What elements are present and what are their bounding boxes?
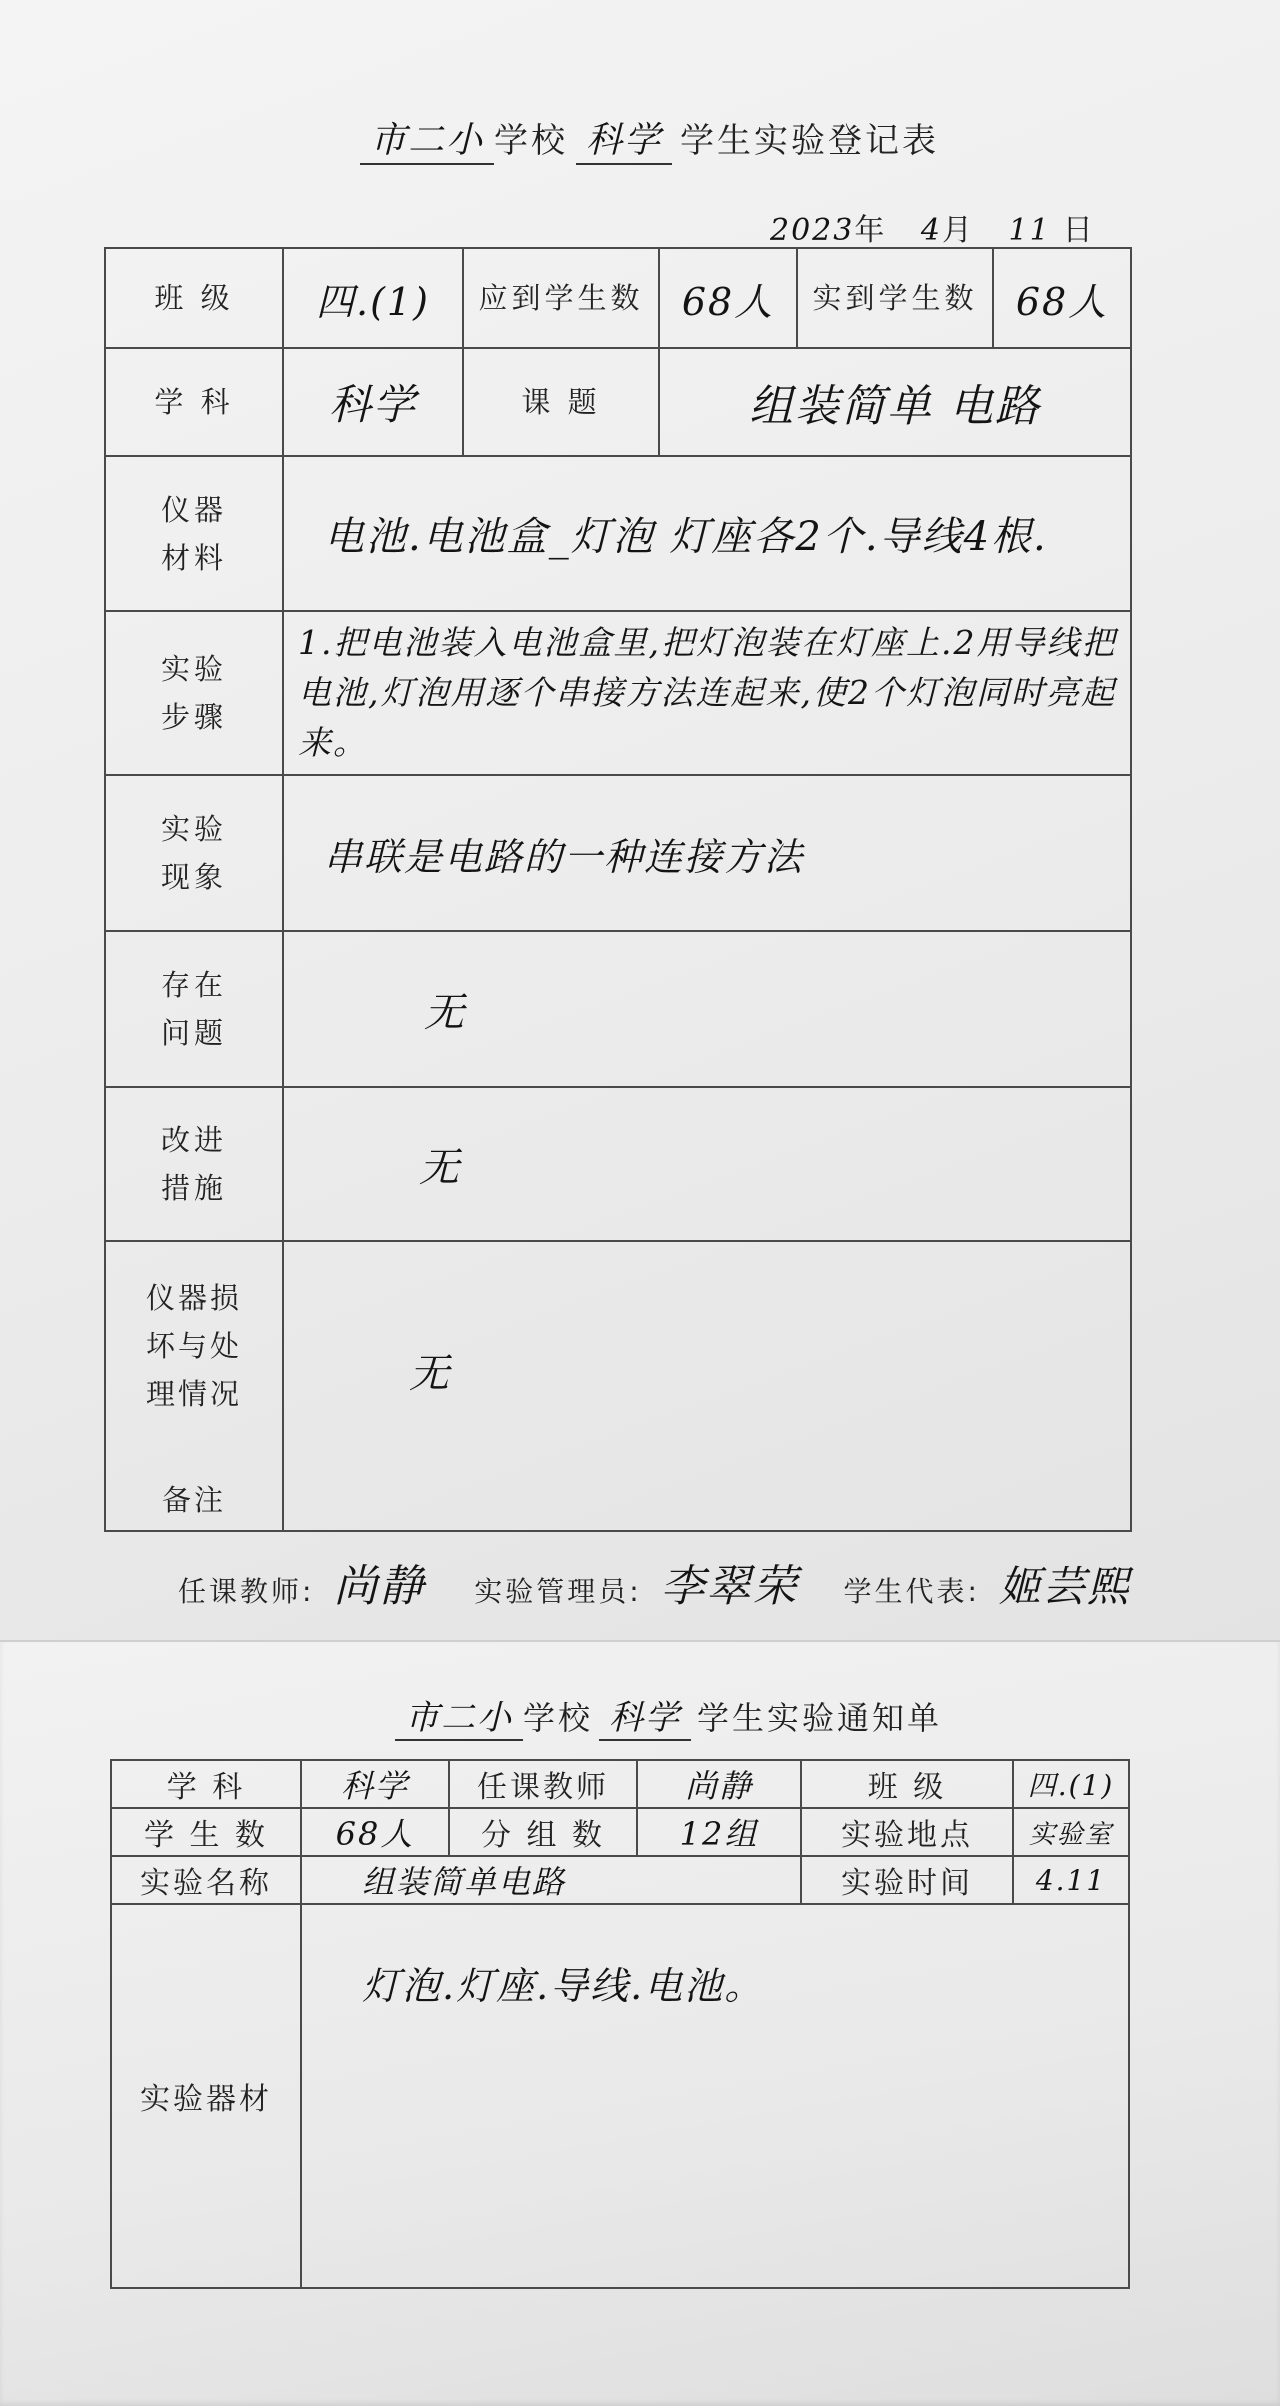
notice-subject-label: 学 科 — [111, 1760, 301, 1808]
notice-teacher-value: 尚静 — [637, 1760, 801, 1808]
log-date-day: 11 — [1008, 213, 1051, 248]
notice-table — [110, 1759, 1130, 2289]
experiment-notice-sheet — [0, 1640, 1280, 2406]
admin-signature-label: 实验管理员: — [474, 1575, 642, 1608]
notice-equipment-label: 实验器材 — [111, 1904, 301, 2288]
notice-name-label: 实验名称 — [111, 1856, 301, 1904]
notice-teacher-label: 任课教师 — [449, 1760, 637, 1808]
improvements-value: 无 — [283, 1087, 1131, 1241]
notice-title-suffix: 学生实验通知单 — [697, 1699, 943, 1737]
log-date-month: 4 — [920, 213, 942, 248]
notice-groups-value: 12组 — [637, 1808, 801, 1856]
log-title — [360, 112, 960, 165]
problems-label: 存在 问题 — [105, 931, 283, 1087]
teacher-signature: 尚静 — [333, 1561, 426, 1612]
notice-subject-value: 科学 — [301, 1760, 449, 1808]
log-date — [770, 205, 1096, 249]
damage-label: 仪器损 坏与处 理情况 — [145, 1281, 242, 1411]
phenomenon-label: 实验 现象 — [105, 775, 283, 931]
log-date-year-unit: 年 — [854, 213, 888, 248]
signature-row — [178, 1550, 1258, 1614]
phenomenon-value: 串联是电路的一种连接方法 — [283, 775, 1131, 931]
actual-students-label: 实到学生数 — [797, 248, 993, 348]
notice-school-suffix: 学校 — [523, 1699, 594, 1737]
notice-school-name: 市二小 — [395, 1690, 523, 1741]
improvements-label: 改进 措施 — [105, 1087, 283, 1241]
problems-value: 无 — [283, 931, 1131, 1087]
class-label: 班 级 — [105, 248, 283, 348]
notice-class-label: 班 级 — [801, 1760, 1013, 1808]
teacher-signature-label: 任课教师: — [178, 1575, 315, 1608]
notice-students-label: 学 生 数 — [111, 1808, 301, 1856]
expected-students-value: 68人 — [659, 248, 797, 348]
student-signature-label: 学生代表: — [843, 1575, 980, 1608]
damage-remarks-label-cell — [105, 1241, 283, 1531]
materials-label: 仪器 材料 — [105, 456, 283, 611]
log-school-suffix: 学校 — [494, 121, 569, 161]
notice-students-value: 68人 — [301, 1808, 449, 1856]
admin-signature: 李翠荣 — [660, 1561, 799, 1612]
subject-label: 学 科 — [105, 348, 283, 456]
notice-location-label: 实验地点 — [801, 1808, 1013, 1856]
damage-value-text: 无 — [409, 1351, 451, 1397]
topic-value: 组装简单 电路 — [659, 348, 1131, 456]
log-school-name: 市二小 — [360, 112, 494, 165]
notice-time-value: 4.11 — [1013, 1856, 1129, 1904]
materials-value: 电池.电池盒_灯泡 灯座各2个.导线4根. — [283, 456, 1131, 611]
log-title-suffix: 学生实验登记表 — [680, 121, 940, 161]
notice-equipment-value: 灯泡.灯座.导线.电池。 — [301, 1904, 1129, 2288]
notice-subject: 科学 — [599, 1690, 691, 1741]
remarks-label: 备注 — [161, 1483, 226, 1517]
notice-location-value: 实验室 — [1013, 1808, 1129, 1856]
log-subject: 科学 — [576, 112, 672, 165]
log-date-month-unit: 月 — [942, 213, 975, 248]
notice-time-label: 实验时间 — [801, 1856, 1013, 1904]
topic-label: 课 题 — [463, 348, 659, 456]
log-table — [104, 247, 1132, 1532]
student-signature: 姬芸熙 — [998, 1562, 1131, 1611]
notice-title — [395, 1690, 1015, 1741]
log-date-day-unit: 日 — [1062, 213, 1096, 248]
expected-students-label: 应到学生数 — [463, 248, 659, 348]
class-value: 四.(1) — [283, 248, 463, 348]
notice-class-value: 四.(1) — [1013, 1760, 1129, 1808]
steps-value: 1.把电池装入电池盒里,把灯泡装在灯座上.2用导线把电池,灯泡用逐个串接方法连起来,使2个灯泡同时亮起来。 — [283, 611, 1131, 775]
actual-students-value: 68人 — [993, 248, 1131, 348]
damage-value — [283, 1241, 1131, 1531]
notice-groups-label: 分 组 数 — [449, 1808, 637, 1856]
notice-name-value: 组装简单电路 — [301, 1856, 801, 1904]
subject-value: 科学 — [283, 348, 463, 456]
log-date-year: 2023 — [770, 213, 855, 248]
steps-label: 实验 步骤 — [105, 611, 283, 775]
